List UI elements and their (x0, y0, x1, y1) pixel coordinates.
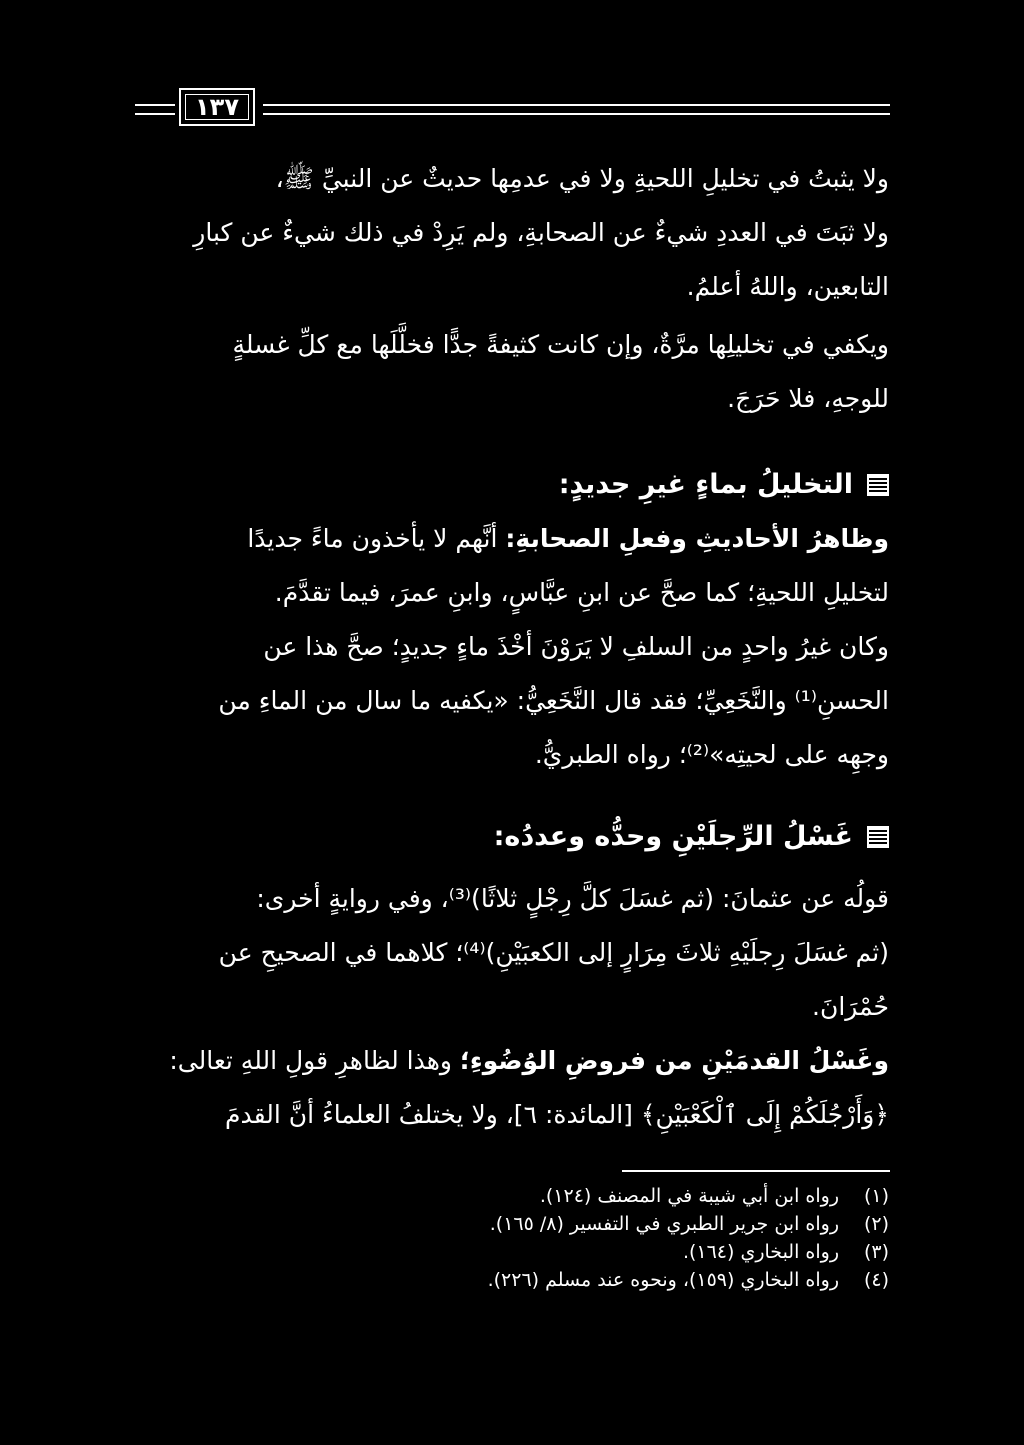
section-2-line-5: ﴿وَأَرْجُلَكُمْ إِلَى ٱلْكَعْبَيْنِ﴾ [المائدة: ٦]، ولا يختلفُ العلماءُ أنَّ القدمَ (225, 1100, 889, 1129)
footnotes (134, 1182, 889, 1294)
page-number: ١٣٧ (195, 93, 239, 121)
footnote-number: (٤) (863, 1269, 889, 1291)
section-heading-2-text: غَسْلُ الرِّجلَيْنِ وحدُّه وعددُه: (493, 821, 853, 852)
section-1-body (134, 512, 889, 620)
header-rule-left (135, 104, 175, 115)
section-1-line-4: الحسنِ⁽¹⁾ والنَّخَعِيِّ؛ فقد قال النَّخَعِيُّ: «يكفيه ما سال من الماءِ من (218, 686, 889, 715)
section-heading-2 (134, 810, 889, 864)
section-1-body-2 (134, 620, 889, 782)
section-heading-1 (134, 458, 889, 512)
footnote-separator (622, 1170, 890, 1172)
section-1-line-3: وكان غيرُ واحدٍ من السلفِ لا يَرَوْنَ أخْذَ ماءٍ جديدٍ؛ صحَّ هذا عن (263, 632, 889, 661)
footnote-text: رواه البخاري (١٥٩)، ونحوه عند مسلم (٢٢٦). (487, 1269, 839, 1291)
footnote-text: رواه ابن جرير الطبري في التفسير (٨/ ١٦٥). (489, 1213, 839, 1235)
footnote-text: رواه البخاري (١٦٤). (682, 1241, 839, 1263)
footnote (134, 1266, 889, 1294)
footnote-number: (٣) (863, 1241, 889, 1263)
paragraph-2-line-2: للوجهِ، فلا حَرَجَ. (727, 384, 889, 413)
paragraph-2-line-1: ويكفي في تخليلِها مرَّةٌ، وإن كانت كثيفةً جدًّا فخلَّلَها مع كلِّ غسلةٍ (232, 330, 889, 359)
paragraph-1-line-2: ولا ثبَتَ في العددِ شيءٌ عن الصحابةِ، ولم يَرِدْ في ذلك شيءٌ عن كبارِ (193, 218, 889, 247)
footnote (134, 1182, 889, 1210)
section-1-lead: وظاهرُ الأحاديثِ وفعلِ الصحابةِ: (505, 524, 889, 553)
section-2-body-2 (134, 1034, 889, 1142)
paragraph-2 (134, 318, 889, 426)
footnote (134, 1238, 889, 1266)
paragraph-1-line-3: التابعين، واللهُ أعلمُ. (686, 272, 889, 301)
square-ornament-icon (867, 474, 889, 496)
paragraph-1 (134, 152, 889, 314)
page-number-box (179, 88, 255, 126)
section-2-lead: وغَسْلُ القدمَيْنِ من فروضِ الوُضُوءِ؛ (459, 1046, 889, 1075)
section-2-body (134, 872, 889, 1034)
footnote-number: (٢) (863, 1213, 889, 1235)
paragraph-1-line-1: ولا يثبتُ في تخليلِ اللحيةِ ولا في عدمِها حديثٌ عن النبيِّ ﷺ، (275, 164, 889, 193)
footnote (134, 1210, 889, 1238)
page-header (135, 88, 890, 132)
header-rule-right (263, 104, 890, 115)
section-2-line-2: (ثم غسَلَ رِجلَيْهِ ثلاثَ مِرَارٍ إلى الكعبَيْنِ)⁽⁴⁾؛ كلاهما في الصحيحِ عن (218, 938, 889, 967)
section-1-line-2: لتخليلِ اللحيةِ؛ كما صحَّ عن ابنِ عبَّاسٍ، وابنِ عمرَ، فيما تقدَّمَ. (274, 578, 889, 607)
footnote-text: رواه ابن أبي شيبة في المصنف (١٢٤). (539, 1185, 839, 1207)
section-2-line-4: وهذا لظاهرِ قولِ اللهِ تعالى: (169, 1046, 452, 1075)
section-heading-1-text: التخليلُ بماءٍ غيرِ جديدٍ: (558, 469, 853, 500)
section-2-line-3: حُمْرَانَ. (812, 992, 889, 1021)
square-ornament-icon (867, 826, 889, 848)
section-2-line-1: قولُه عن عثمانَ: (ثم غسَلَ كلَّ رِجْلٍ ثلاثًا)⁽³⁾، وفي روايةٍ أخرى: (256, 884, 889, 913)
section-1-line-1: أنَّهم لا يأخذون ماءً جديدًا (247, 524, 498, 553)
section-1-line-5: وجهِه على لحيتِه»⁽²⁾؛ رواه الطبريُّ. (534, 740, 889, 769)
footnote-number: (١) (863, 1185, 889, 1207)
